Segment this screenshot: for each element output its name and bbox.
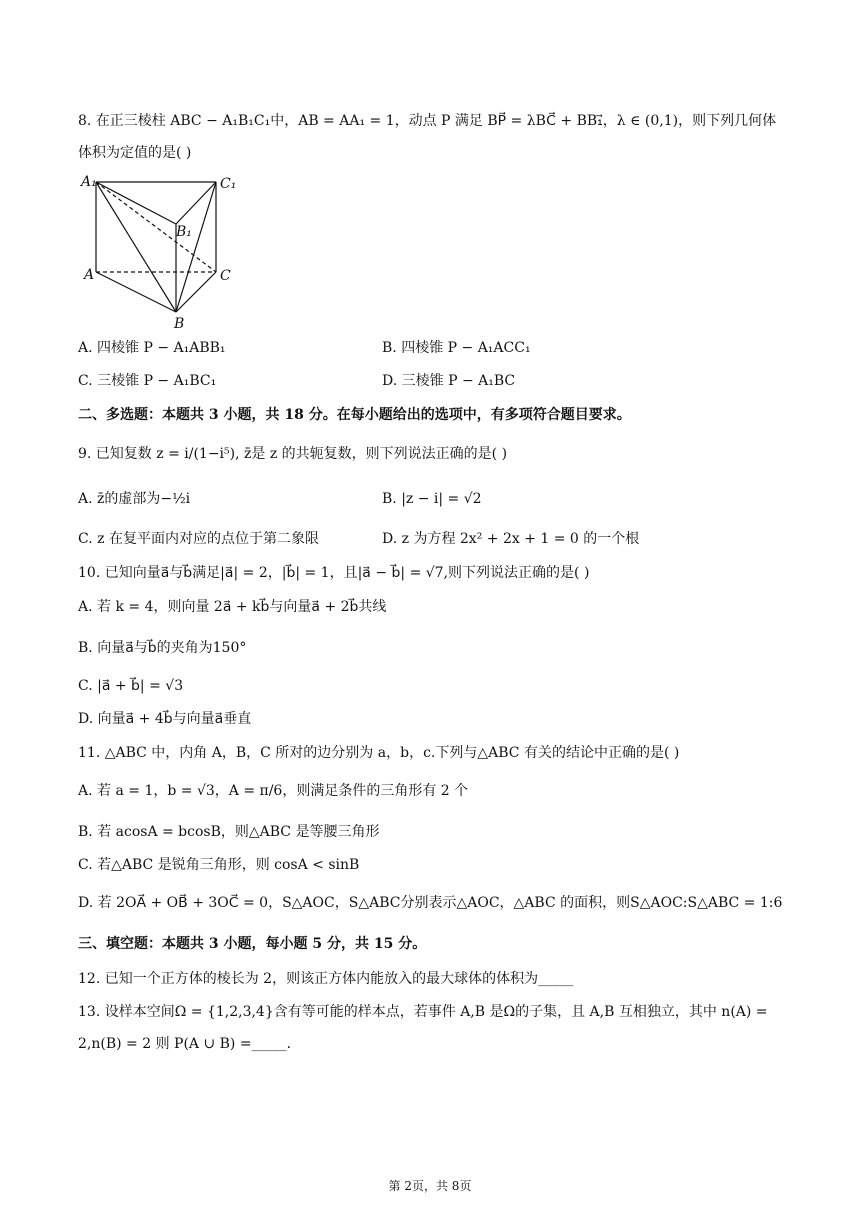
section3-title: 三、填空题：本题共 3 小题，每小题 5 分，共 15 分。 xyxy=(78,936,427,952)
q11-stem: 11. △ABC 中，内角 A，B，C 所对的边分别为 a，b，c.下列与△ABC 有关的结论中正确的是( ) xyxy=(78,745,680,761)
q10-option-d: D. 向量a⃗ + 4b⃗与向量a⃗垂直 xyxy=(78,711,252,727)
q8-stem-line2: 体积为定值的是( ) xyxy=(78,145,192,161)
q9-option-d: D. z 为方程 2x² + 2x + 1 = 0 的一个根 xyxy=(382,531,640,547)
q10-stem: 10. 已知向量a⃗与b⃗满足|a⃗| = 2，|b⃗| = 1，且|a⃗ − b⃗| = √7,则下列说法正确的是( ) xyxy=(78,565,590,581)
q11-option-a: A. 若 a = 1，b = √3，A = π/6，则满足条件的三角形有 2 个 xyxy=(78,783,469,799)
label-a: A xyxy=(84,267,95,283)
label-b1: B₁ xyxy=(176,224,192,240)
prism-figure xyxy=(78,168,248,332)
q11-option-b: B. 若 acosA = bcosB，则△ABC 是等腰三角形 xyxy=(78,824,380,840)
q9-option-a: A. z̄的虚部为−½i xyxy=(78,491,191,507)
label-c: C xyxy=(220,268,231,284)
q8-option-b: B. 四棱锥 P − A₁ACC₁ xyxy=(382,340,531,356)
q9-stem: 9. 已知复数 z = i/(1−i⁵), z̄是 z 的共轭复数，则下列说法正确的是( ) xyxy=(78,446,508,462)
q9-option-c: C. z 在复平面内对应的点位于第二象限 xyxy=(78,531,319,547)
q8-stem-line1: 8. 在正三棱柱 ABC − A₁B₁C₁中，AB = AA₁ = 1，动点 P 满足 BP⃗ = λBC⃗ + BB₁⃗，λ ∈ (0,1)，则下列几何体 xyxy=(78,113,777,129)
label-b: B xyxy=(174,316,185,332)
q13-stem-line2: 2,n(B) = 2 则 P(A ∪ B) =_____. xyxy=(78,1036,292,1052)
q8-option-d: D. 三棱锥 P − A₁BC xyxy=(382,373,516,389)
page-footer: 第 2页，共 8页 xyxy=(388,1179,472,1193)
q9-option-b: B. |z − i| = √2 xyxy=(382,491,482,507)
q10-option-c: C. |a⃗ + b⃗| = √3 xyxy=(78,678,184,694)
q10-option-b: B. 向量a⃗与b⃗的夹角为150° xyxy=(78,640,247,656)
q8-option-a: A. 四棱锥 P − A₁ABB₁ xyxy=(78,340,226,356)
q13-stem-line1: 13. 设样本空间Ω = {1,2,3,4}含有等可能的样本点，若事件 A,B 是Ω的子集，且 A,B 互相独立，其中 n(A) = xyxy=(78,1004,768,1020)
label-c1: C₁ xyxy=(220,176,237,192)
q10-option-a: A. 若 k = 4，则向量 2a⃗ + kb⃗与向量a⃗ + 2b⃗共线 xyxy=(78,599,387,615)
q11-option-d: D. 若 2OA⃗ + OB⃗ + 3OC⃗ = 0，S△AOC，S△ABC分别表示△AOC，△ABC 的面积，则S△AOC:S△ABC = 1:6 xyxy=(78,895,783,911)
q12-stem: 12. 已知一个正方体的棱长为 2，则该正方体内能放入的最大球体的体积为_____ xyxy=(78,971,574,987)
label-a1: A₁ xyxy=(81,174,97,190)
section2-title: 二、多选题：本题共 3 小题，共 18 分。在每小题给出的选项中，有多项符合题目要求。 xyxy=(78,407,631,423)
q8-option-c: C. 三棱锥 P − A₁BC₁ xyxy=(78,373,217,389)
q11-option-c: C. 若△ABC 是锐角三角形，则 cosA < sinB xyxy=(78,857,360,873)
